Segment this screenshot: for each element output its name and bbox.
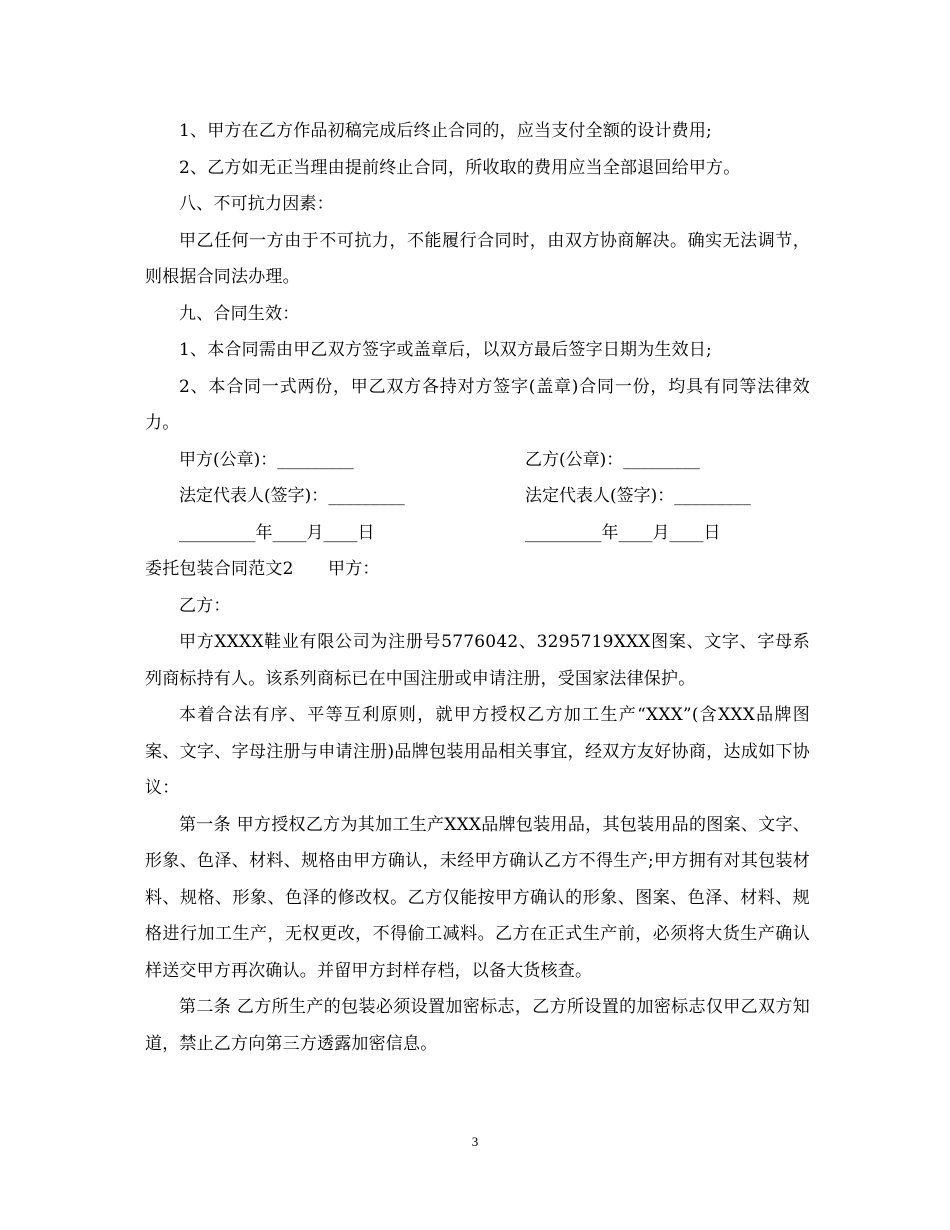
party-a-representative-line: 法定代表人(签字)：_________	[179, 486, 405, 506]
clause-force-majeure: 甲乙任何一方由于不可抗力，不能履行合同时，由双方协商解决。确实无法调节，则根据合同法办理。	[145, 230, 810, 287]
agreement-preamble: 本着合法有序、平等互利原则，就甲方授权乙方加工生产“XXX”(含XXX品牌图案、文字、字母注册与申请注册)品牌包装用品相关事宜，经双方友好协商，达成如下协议：	[145, 705, 810, 798]
clause-termination-b: 2、乙方如无正当理由提前终止合同，所收取的费用应当全部退回给甲方。	[179, 157, 741, 178]
article-two: 第二条 乙方所生产的包装必须设置加密标志，乙方所设置的加密标志仅甲乙双方知道，禁止乙方向第三方透露加密信息。	[145, 997, 810, 1054]
clause-effective-date: 1、本合同需由甲乙双方签字或盖章后，以双方最后签字日期为生效日;	[179, 340, 712, 360]
party-a-seal-line: 甲方(公章)：_________	[179, 449, 354, 470]
signature-row-representative	[145, 478, 810, 515]
party-b-representative-line: 法定代表人(签字)：_________	[525, 486, 751, 506]
clause-termination-a: 1、甲方在乙方作品初稿完成后终止合同的，应当支付全额的设计费用;	[179, 121, 712, 141]
clause-copies: 2、本合同一式两份，甲乙双方各持对方签字(盖章)合同一份，均具有同等法律效力。	[145, 376, 810, 433]
party-b-seal-line: 乙方(公章)：_________	[525, 449, 700, 470]
section-heading-force-majeure: 八、不可抗力因素：	[179, 194, 334, 214]
article-one: 第一条 甲方授权乙方为其加工生产XXX品牌包装用品，其包装用品的图案、文字、形象、色泽、材料、规格由甲方确认，未经甲方确认乙方不得生产;甲方拥有对其包装材料、规格、形象、色泽的修改权。乙方仅能按甲方确认的形象、图案、色泽、材料、规格进行加工生产，无权更改，不得偷工减料。乙方在正式生产前，必须将大货生产确认样送交甲方再次确认。并留甲方封样存档，以备大货核查。	[145, 814, 810, 981]
party-b-date-line: _________年____月____日	[525, 522, 721, 543]
party-a-date-line: _________年____月____日	[179, 522, 375, 543]
contract-title-line: 委托包装合同范文2 甲方：	[145, 559, 380, 579]
section-heading-effectiveness: 九、合同生效：	[179, 303, 300, 324]
signature-row-date	[145, 515, 810, 552]
party-b-label: 乙方：	[179, 595, 231, 616]
signature-row-seal	[145, 442, 810, 479]
document-body	[145, 113, 810, 1062]
page-number: 3	[471, 1134, 479, 1149]
trademark-statement: 甲方XXXX鞋业有限公司为注册号5776042、3295719XXX图案、文字、字母系列商标持有人。该系列商标已在中国注册或申请注册，受国家法律保护。	[145, 632, 810, 689]
